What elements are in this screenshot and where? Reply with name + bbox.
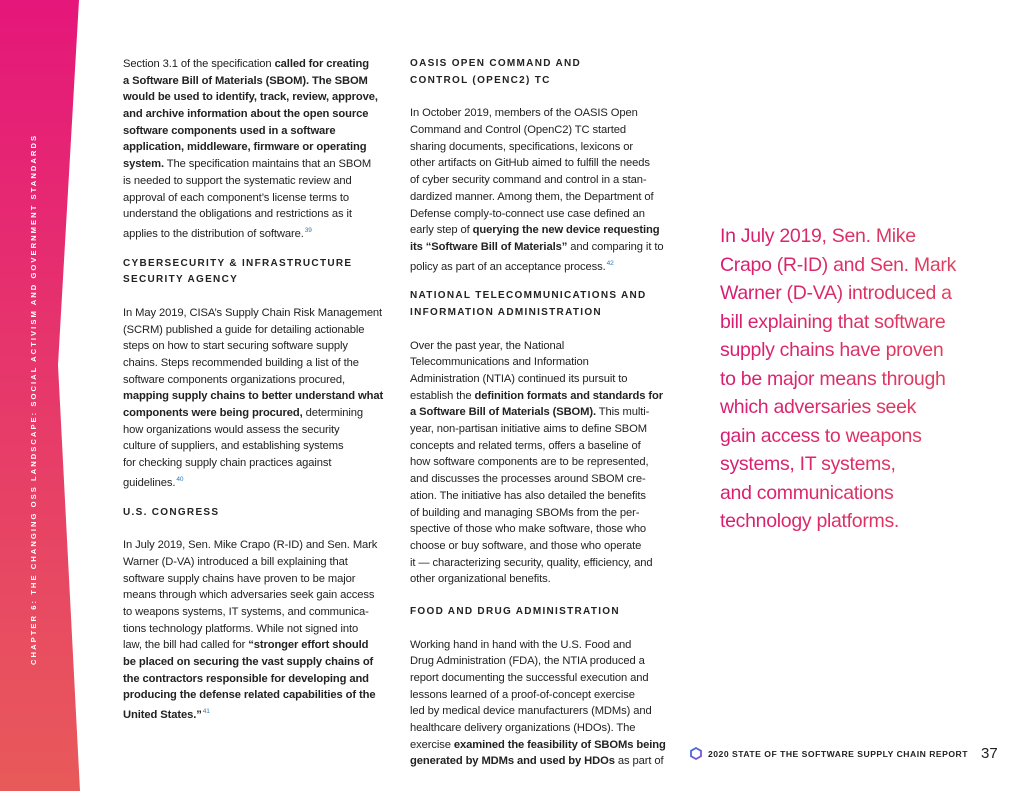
bold-text: called for creating (274, 58, 370, 70)
text: determining (302, 407, 364, 420)
text: (SCRM) published a guide for detailing actionable (123, 323, 365, 336)
text-line (410, 737, 710, 754)
text: early step of (410, 224, 473, 237)
text: software supply chains have proven to be major (123, 572, 356, 585)
text: SECURITY AGENCY (123, 274, 239, 286)
text: dardized manner. Among them, the Department of (410, 190, 654, 203)
text: chains. Steps recommended building a list of the (123, 357, 359, 369)
bold-text: components were being procured, (123, 407, 303, 420)
text-line (410, 438, 710, 455)
text: In May 2019, CISA’s Supply Chain Risk Management (123, 306, 383, 319)
text-line (410, 687, 710, 704)
text: software components organizations procured, (123, 373, 346, 386)
text: Warner (D-VA) introduced a bill explaining that (123, 555, 348, 568)
text-line (410, 404, 710, 421)
footnote-ref: 41 (202, 708, 210, 716)
text: FOOD AND DRUG ADMINISTRATION (410, 605, 620, 617)
pull-quote-line: gain access to weapons (720, 422, 1000, 451)
text: other artifacts on GitHub aimed to fulfill the needs (410, 157, 650, 170)
text: steps on how to start securing software supply (123, 340, 348, 353)
text-line (410, 155, 710, 172)
text: CYBERSECURITY & INFRASTRUCTURE (123, 257, 353, 269)
text: choose or buy software, and those who operate (410, 539, 642, 552)
text-line (410, 670, 710, 687)
text-line (410, 720, 710, 737)
bold-text: generated by MDMs and used by HDOs (410, 755, 615, 768)
text-line (123, 654, 423, 671)
bold-text: definition formats and standards for (474, 389, 663, 402)
paragraph (123, 305, 423, 489)
text: and discusses the processes around SBOM cre- (410, 473, 646, 486)
text: policy as part of an acceptance process. (410, 260, 606, 273)
text: This multi- (596, 406, 650, 419)
text-line (410, 555, 710, 572)
text: CONTROL (OPENC2) TC (410, 74, 551, 86)
pull-quote-line: supply chains have proven (720, 336, 1000, 365)
text: NATIONAL TELECOMMUNICATIONS AND (410, 290, 647, 302)
text-line (410, 56, 710, 73)
bold-text: a Software Bill of Materials (SBOM). The SBOM (123, 74, 368, 87)
text: healthcare delivery organizations (HDOs). The (410, 722, 636, 735)
text-line (410, 703, 710, 720)
text: guidelines. (123, 476, 176, 489)
bold-text: a Software Bill of Materials (SBOM). (410, 406, 596, 419)
bold-text: the contractors responsible for developing and (123, 672, 369, 685)
section-heading (123, 505, 423, 522)
text-line (123, 422, 423, 439)
text-line (123, 355, 423, 372)
bold-text: application, middleware, firmware or operating (123, 141, 367, 154)
text: U.S. CONGRESS (123, 506, 220, 518)
text: concepts and related terms, offers a baseline of (410, 439, 641, 452)
text-line (123, 604, 423, 621)
text-line (123, 687, 423, 704)
text-line (410, 239, 710, 256)
pull-quote-line: to be major means through (720, 365, 1000, 394)
page-number: 37 (981, 745, 998, 762)
bold-text: be placed on securing the vast supply chains of (123, 656, 374, 668)
text: understand the obligations and restrictions as it (123, 208, 352, 221)
bold-text: its “Software Bill of Materials” (410, 240, 568, 253)
text: Drug Administration (FDA), the NTIA produced a (410, 655, 645, 668)
text: spective of those who make software, those who (410, 523, 647, 536)
text: lessons learned of a proof-of-concept exercise (410, 688, 635, 701)
text: is needed to support the systematic review and (123, 174, 352, 187)
text-line (410, 172, 710, 189)
footnote-ref: 40 (176, 475, 184, 483)
paragraph (123, 537, 423, 721)
text-line (123, 338, 423, 355)
text: other organizational benefits. (410, 573, 551, 586)
pull-quote-line: and communications (720, 479, 1000, 508)
section-heading (410, 56, 710, 89)
text: approval of each component’s license terms to (123, 191, 350, 204)
bold-text: system. (123, 158, 164, 171)
text-line (123, 372, 423, 389)
text: The specification maintains that an SBOM (163, 158, 372, 171)
text-line (410, 538, 710, 555)
bold-text: United States.” (123, 709, 202, 722)
text-line (410, 288, 710, 305)
text: Over the past year, the National (410, 339, 565, 352)
paragraph (410, 637, 710, 771)
footnote-ref: 39 (304, 226, 312, 234)
text-line (410, 338, 710, 355)
text-line (410, 505, 710, 522)
text-line (123, 56, 423, 73)
pull-quote-line: Crapo (R-ID) and Sen. Mark (720, 251, 1000, 280)
text-line (123, 388, 423, 405)
page-footer (690, 745, 998, 762)
text-line (410, 653, 710, 670)
text: ation. The initiative has also detailed the benefits (410, 489, 646, 502)
bold-text: producing the defense related capabilities of the (123, 689, 376, 702)
text: and comparing it to (567, 240, 664, 253)
section-heading (410, 288, 710, 321)
paragraph (410, 105, 710, 272)
text: Administration (NTIA) continued its pursuit to (410, 373, 628, 385)
text-line (123, 554, 423, 571)
text-line (410, 421, 710, 438)
text-line (123, 256, 423, 273)
text-line (123, 505, 423, 522)
pull-quote-line: systems, IT systems, (720, 450, 1000, 479)
text-line (410, 454, 710, 471)
paragraph (123, 56, 423, 240)
text: Telecommunications and Information (410, 356, 589, 369)
bold-text: and archive information about the open source (123, 108, 369, 121)
hexagon-icon (690, 747, 702, 760)
text: law, the bill had called for (123, 639, 249, 652)
text: as part of (614, 755, 664, 768)
text-line (410, 521, 710, 538)
text: tions technology platforms. While not signed into (123, 622, 359, 635)
text: of building and managing SBOMs from the per- (410, 506, 640, 519)
text-line (410, 604, 710, 621)
text: to weapons systems, IT systems, and communica- (123, 605, 369, 618)
middle-column (410, 56, 710, 786)
text-line (123, 123, 423, 140)
left-column (123, 56, 423, 737)
text-line (410, 471, 710, 488)
text-line (123, 621, 423, 638)
text-line (123, 671, 423, 688)
text: OASIS OPEN COMMAND AND (410, 58, 582, 69)
text-line (123, 637, 423, 654)
bold-text: mapping supply chains to better understand what (123, 390, 384, 403)
text: Working hand in hand with the U.S. Food and (410, 638, 632, 651)
text: of cyber security command and control in a stan- (410, 174, 647, 187)
text: report documenting the successful execution and (410, 672, 649, 684)
text: exercise (410, 738, 454, 751)
text-line (410, 139, 710, 156)
text-line (123, 89, 423, 106)
text: means through which adversaries seek gain access (123, 589, 375, 602)
text-line (123, 139, 423, 156)
text: led by medical device manufacturers (MDMs) and (410, 705, 652, 718)
bold-text: examined the feasibility of SBOMs being (453, 738, 666, 751)
bold-text: would be used to identify, track, review, approve, (123, 91, 378, 104)
text-line (123, 305, 423, 322)
text-line (123, 472, 423, 489)
text-line (410, 222, 710, 239)
pull-quote-line: In July 2019, Sen. Mike (720, 222, 1000, 251)
text-line (123, 190, 423, 207)
text-line (410, 753, 710, 770)
text-line (123, 322, 423, 339)
section-heading (410, 604, 710, 621)
text: In October 2019, members of the OASIS Open (410, 107, 638, 120)
text-line (123, 704, 423, 721)
bold-text: querying the new device requesting (472, 224, 660, 237)
text-line (410, 637, 710, 654)
text: establish the (410, 389, 475, 402)
pull-quote-line: bill explaining that software (720, 308, 1000, 337)
text-line (123, 272, 423, 289)
text-line (410, 354, 710, 371)
text: INFORMATION ADMINISTRATION (410, 306, 602, 318)
text-line (123, 438, 423, 455)
pull-quote-line: Warner (D-VA) introduced a (720, 279, 1000, 308)
text: Defense comply-to-connect use case defined an (410, 207, 645, 220)
text-line (123, 73, 423, 90)
text-line (410, 388, 710, 405)
text-line (410, 305, 710, 322)
text-line (410, 73, 710, 90)
pull-quote-line: technology platforms. (720, 507, 1000, 536)
text-line (123, 223, 423, 240)
text-line (123, 206, 423, 223)
text: applies to the distribution of software. (123, 227, 304, 240)
bold-text: “stronger effort should (248, 639, 369, 652)
text: sharing documents, specifications, lexicons or (410, 140, 633, 153)
footnote-ref: 42 (606, 259, 614, 267)
chapter-label: CHAPTER 6: THE CHANGING OSS LANDSCAPE: SOCIAL ACTIVISM AND GOVERNMENT STANDARDS (29, 133, 38, 665)
text-line (123, 156, 423, 173)
text: culture of suppliers, and establishing systems (123, 440, 344, 453)
text-line (410, 105, 710, 122)
text-line (410, 256, 710, 273)
text-line (410, 371, 710, 388)
text-line (123, 587, 423, 604)
text: year, non-partisan initiative aims to define SBOM (410, 423, 647, 436)
text-line (123, 571, 423, 588)
text: it — characterizing security, quality, efficiency, and (410, 556, 653, 569)
text-line (410, 571, 710, 588)
text: how organizations would assess the security (123, 423, 340, 436)
text: for checking supply chain practices against (123, 457, 332, 470)
section-heading (123, 256, 423, 289)
text: how software components are to be represented, (410, 456, 649, 469)
text-line (123, 537, 423, 554)
text-line (410, 488, 710, 505)
text: Section 3.1 of the specification (123, 58, 275, 70)
text: In July 2019, Sen. Mike Crapo (R-ID) and Sen. Mark (123, 539, 378, 552)
text-line (123, 455, 423, 472)
bold-text: software components used in a software (123, 124, 336, 137)
pull-quote-line: which adversaries seek (720, 393, 1000, 422)
pull-quote (720, 222, 1000, 536)
text-line (123, 405, 423, 422)
text-line (123, 106, 423, 123)
chapter-band (0, 0, 90, 791)
text-line (410, 189, 710, 206)
text: Command and Control (OpenC2) TC started (410, 124, 627, 137)
paragraph (410, 338, 710, 588)
report-title: 2020 STATE OF THE SOFTWARE SUPPLY CHAIN REPORT (708, 748, 969, 759)
text-line (410, 206, 710, 223)
text-line (123, 173, 423, 190)
text-line (410, 122, 710, 139)
